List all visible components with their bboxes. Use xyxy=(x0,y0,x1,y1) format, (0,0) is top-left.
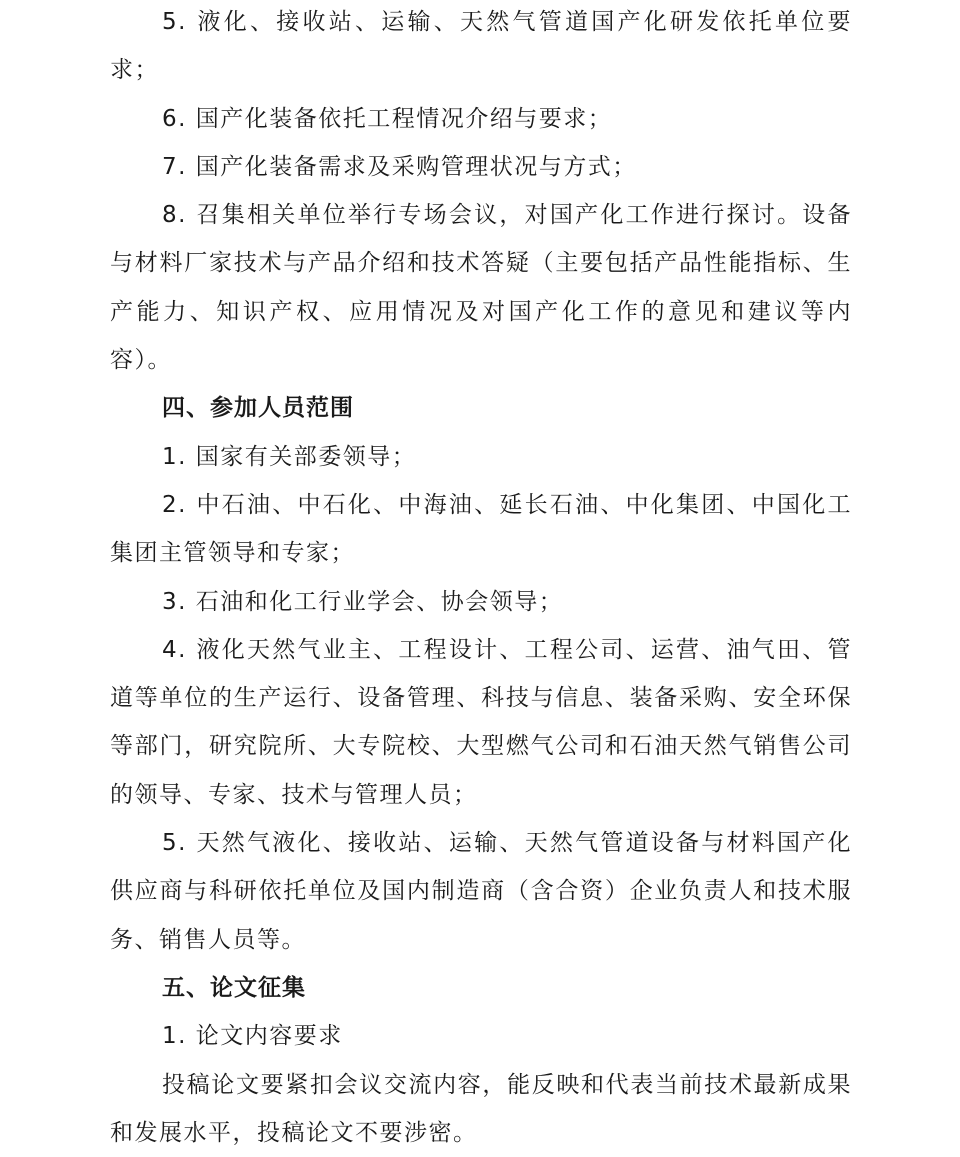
list-item: 7. 国产化装备需求及采购管理状况与方式； xyxy=(162,153,637,180)
list-item: 1. 国家有关部委领导； xyxy=(162,443,417,470)
list-item: 3. 石油和化工行业学会、协会领导； xyxy=(162,588,564,615)
list-item: 5. 天然气液化、接收站、运输、天然气管道设备与材料国产化供应商与科研依托单位及国内制造商（含合资）企业负责人和技术服务、销售人员等。 xyxy=(110,830,852,953)
list-item: 1. 论文内容要求 xyxy=(162,1023,343,1050)
list-item: 5. 液化、接收站、运输、天然气管道国产化研发依托单位要求； xyxy=(110,9,852,84)
list-item: 8. 召集相关单位举行专场会议，对国产化工作进行探讨。设备与材料厂家技术与产品介绍和技术答疑（主要包括产品性能指标、生产能力、知识产权、应用情况及对国产化工作的意见和建议等内容）。 xyxy=(110,202,852,374)
list-item: 6. 国产化装备依托工程情况介绍与要求； xyxy=(162,105,613,132)
list-item: 4. 液化天然气业主、工程设计、工程公司、运营、油气田、管道等单位的生产运行、设备管理、科技与信息、装备采购、安全环保等部门，研究院所、大专院校、大型燃气公司和石油天然气销售公司的领导、专家、技术与管理人员； xyxy=(110,636,852,808)
body-paragraph: 投稿论文要紧扣会议交流内容，能反映和代表当前技术最新成果和发展水平，投稿论文不要涉密。 xyxy=(110,1071,852,1146)
section-heading: 五、论文征集 xyxy=(162,974,306,1001)
document-body xyxy=(110,0,852,1157)
list-item: 2. 中石油、中石化、中海油、延长石油、中化集团、中国化工集团主管领导和专家； xyxy=(110,491,852,567)
section-heading: 四、参加人员范围 xyxy=(162,395,354,422)
